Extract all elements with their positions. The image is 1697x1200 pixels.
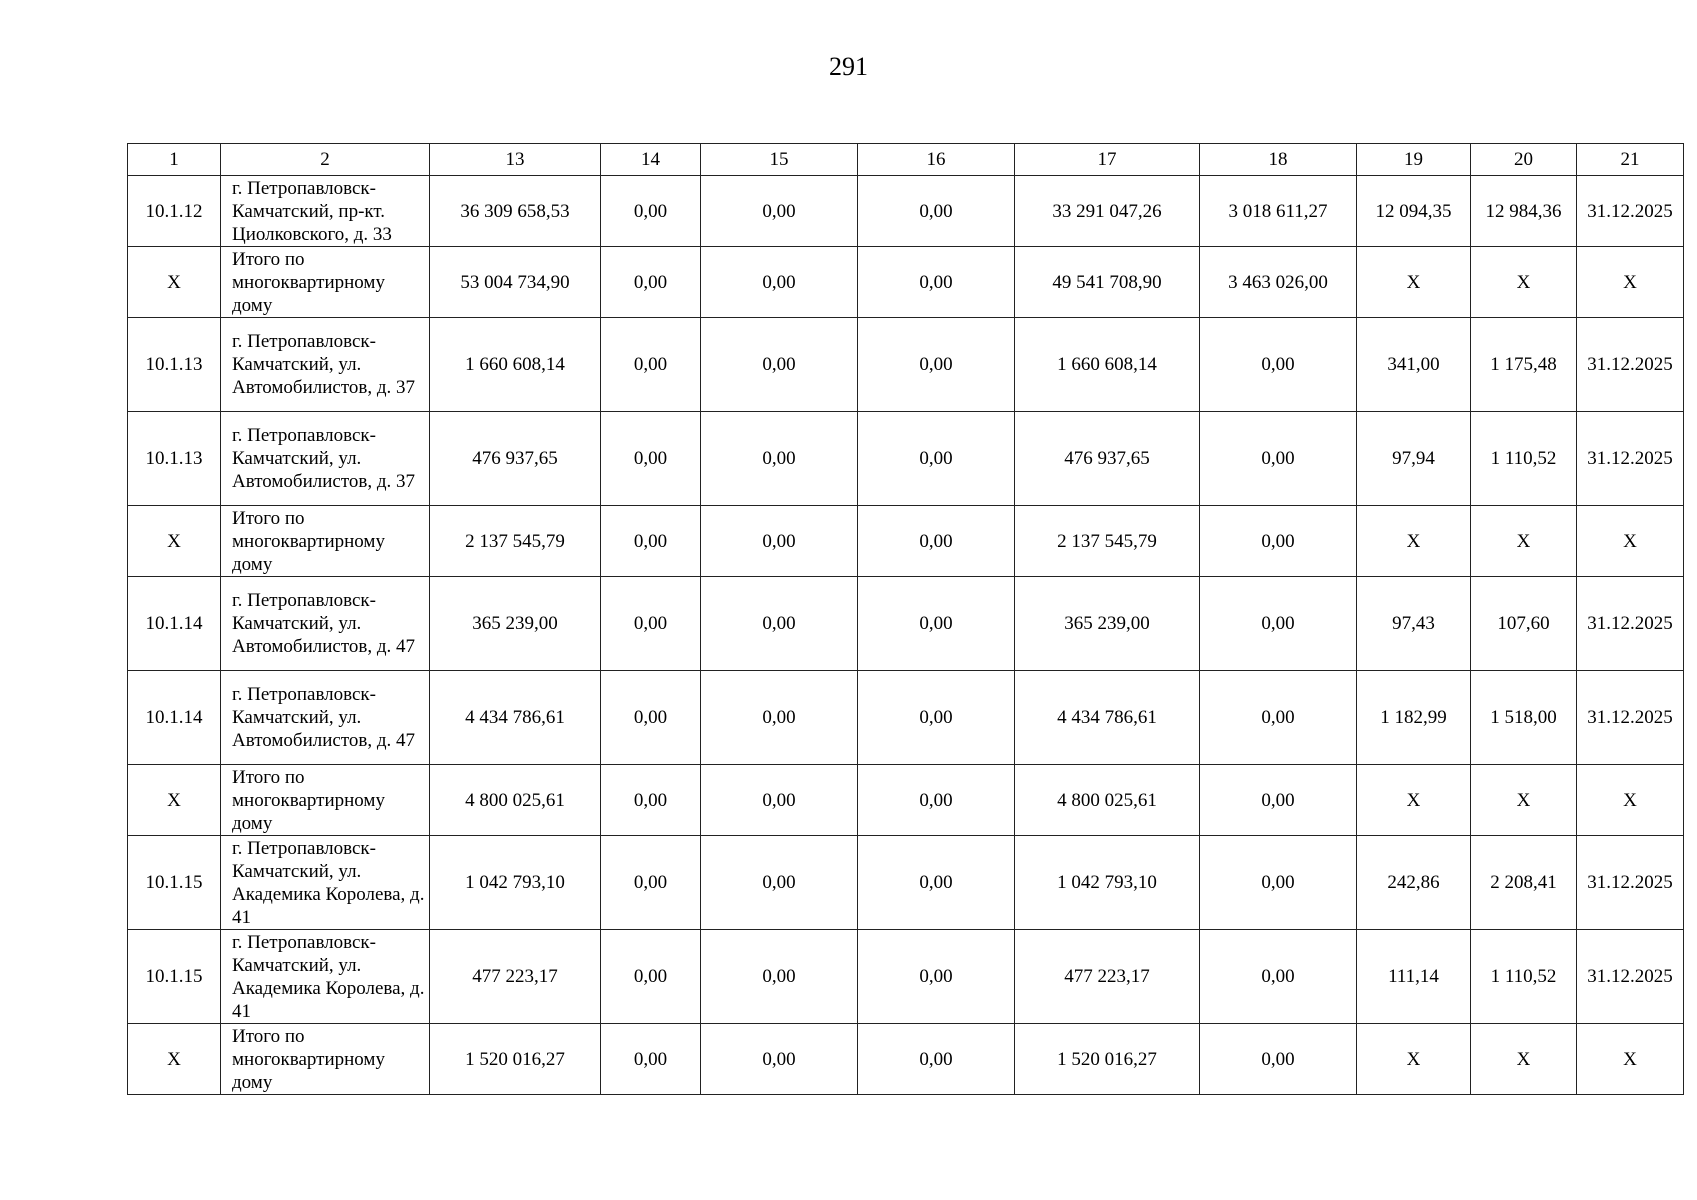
value-cell: 49 541 708,90 bbox=[1015, 247, 1200, 318]
address-cell: Итого по многоквартирному дому bbox=[221, 765, 430, 836]
row-number-cell: Х bbox=[128, 1024, 221, 1095]
row-number-cell: 10.1.15 bbox=[128, 836, 221, 930]
value-cell: 341,00 bbox=[1357, 318, 1471, 412]
value-cell: 0,00 bbox=[1200, 836, 1357, 930]
address-cell: Итого по многоквартирному дому bbox=[221, 247, 430, 318]
value-cell: 0,00 bbox=[601, 318, 701, 412]
value-cell: 3 018 611,27 bbox=[1200, 176, 1357, 247]
value-cell: 1 182,99 bbox=[1357, 671, 1471, 765]
table-row-total bbox=[128, 765, 1684, 836]
value-cell: 1 660 608,14 bbox=[1015, 318, 1200, 412]
value-cell: 0,00 bbox=[1200, 412, 1357, 506]
row-number-cell: Х bbox=[128, 765, 221, 836]
value-cell: 0,00 bbox=[858, 506, 1015, 577]
value-cell: 0,00 bbox=[601, 412, 701, 506]
value-cell: 1 110,52 bbox=[1471, 930, 1577, 1024]
value-cell: 0,00 bbox=[858, 1024, 1015, 1095]
value-cell: 0,00 bbox=[701, 930, 858, 1024]
value-cell: 0,00 bbox=[858, 765, 1015, 836]
value-cell: 0,00 bbox=[858, 176, 1015, 247]
value-cell: 4 800 025,61 bbox=[430, 765, 601, 836]
row-number-cell: 10.1.12 bbox=[128, 176, 221, 247]
row-number-cell: 10.1.14 bbox=[128, 671, 221, 765]
value-cell: 2 137 545,79 bbox=[430, 506, 601, 577]
value-cell: 0,00 bbox=[601, 671, 701, 765]
row-number-cell: 10.1.13 bbox=[128, 318, 221, 412]
value-cell: 476 937,65 bbox=[1015, 412, 1200, 506]
row-number-cell: 10.1.14 bbox=[128, 577, 221, 671]
address-cell: Итого по многоквартирному дому bbox=[221, 506, 430, 577]
value-cell: 1 520 016,27 bbox=[430, 1024, 601, 1095]
value-cell: 0,00 bbox=[858, 577, 1015, 671]
address-cell: г. Петропавловск-Камчатский, ул. Академика Королева, д. 41 bbox=[221, 930, 430, 1024]
value-cell: 0,00 bbox=[601, 247, 701, 318]
value-cell: 0,00 bbox=[858, 930, 1015, 1024]
value-cell: 0,00 bbox=[701, 671, 858, 765]
value-cell: 0,00 bbox=[858, 412, 1015, 506]
address-cell: г. Петропавловск-Камчатский, ул. Автомобилистов, д. 47 bbox=[221, 671, 430, 765]
value-cell: 0,00 bbox=[701, 1024, 858, 1095]
table-row bbox=[128, 318, 1684, 412]
value-cell: 0,00 bbox=[701, 247, 858, 318]
value-cell: 1 520 016,27 bbox=[1015, 1024, 1200, 1095]
value-cell: 0,00 bbox=[601, 1024, 701, 1095]
value-cell: Х bbox=[1357, 765, 1471, 836]
value-cell: 0,00 bbox=[701, 577, 858, 671]
table-row bbox=[128, 930, 1684, 1024]
table-row bbox=[128, 671, 1684, 765]
value-cell: 4 434 786,61 bbox=[1015, 671, 1200, 765]
value-cell: 1 660 608,14 bbox=[430, 318, 601, 412]
value-cell: 4 434 786,61 bbox=[430, 671, 601, 765]
value-cell: 33 291 047,26 bbox=[1015, 176, 1200, 247]
table-row-total bbox=[128, 1024, 1684, 1095]
column-header: 13 bbox=[430, 144, 601, 176]
date-cell: Х bbox=[1577, 506, 1684, 577]
value-cell: 0,00 bbox=[858, 247, 1015, 318]
column-header: 15 bbox=[701, 144, 858, 176]
value-cell: 1 042 793,10 bbox=[1015, 836, 1200, 930]
value-cell: 0,00 bbox=[701, 765, 858, 836]
value-cell: 477 223,17 bbox=[430, 930, 601, 1024]
row-number-cell: 10.1.13 bbox=[128, 412, 221, 506]
value-cell: 2 208,41 bbox=[1471, 836, 1577, 930]
value-cell: 476 937,65 bbox=[430, 412, 601, 506]
value-cell: 0,00 bbox=[858, 318, 1015, 412]
value-cell: 365 239,00 bbox=[1015, 577, 1200, 671]
row-number-cell: Х bbox=[128, 247, 221, 318]
page-number: 291 bbox=[829, 52, 868, 81]
date-cell: 31.12.2025 bbox=[1577, 412, 1684, 506]
value-cell: 111,14 bbox=[1357, 930, 1471, 1024]
value-cell: 2 137 545,79 bbox=[1015, 506, 1200, 577]
value-cell: 12 984,36 bbox=[1471, 176, 1577, 247]
table-row bbox=[128, 577, 1684, 671]
value-cell: 97,43 bbox=[1357, 577, 1471, 671]
value-cell: 0,00 bbox=[1200, 765, 1357, 836]
row-number-cell: Х bbox=[128, 506, 221, 577]
value-cell: 0,00 bbox=[858, 836, 1015, 930]
value-cell: 0,00 bbox=[601, 836, 701, 930]
value-cell: 12 094,35 bbox=[1357, 176, 1471, 247]
value-cell: 0,00 bbox=[701, 506, 858, 577]
value-cell: 1 110,52 bbox=[1471, 412, 1577, 506]
table-row-total bbox=[128, 247, 1684, 318]
column-header: 19 bbox=[1357, 144, 1471, 176]
column-header: 2 bbox=[221, 144, 430, 176]
value-cell: 365 239,00 bbox=[430, 577, 601, 671]
value-cell: 0,00 bbox=[1200, 577, 1357, 671]
address-cell: г. Петропавловск-Камчатский, пр-кт. Циолковского, д. 33 bbox=[221, 176, 430, 247]
value-cell: 1 175,48 bbox=[1471, 318, 1577, 412]
value-cell: 0,00 bbox=[1200, 1024, 1357, 1095]
value-cell: 0,00 bbox=[601, 176, 701, 247]
value-cell: Х bbox=[1471, 506, 1577, 577]
address-cell: г. Петропавловск-Камчатский, ул. Автомобилистов, д. 37 bbox=[221, 318, 430, 412]
value-cell: 0,00 bbox=[601, 506, 701, 577]
value-cell: 0,00 bbox=[701, 836, 858, 930]
table-row bbox=[128, 176, 1684, 247]
value-cell: 107,60 bbox=[1471, 577, 1577, 671]
value-cell: 0,00 bbox=[601, 930, 701, 1024]
date-cell: 31.12.2025 bbox=[1577, 318, 1684, 412]
value-cell: 3 463 026,00 bbox=[1200, 247, 1357, 318]
address-cell: г. Петропавловск-Камчатский, ул. Автомобилистов, д. 37 bbox=[221, 412, 430, 506]
column-header: 1 bbox=[128, 144, 221, 176]
value-cell: 0,00 bbox=[701, 176, 858, 247]
value-cell: 0,00 bbox=[601, 765, 701, 836]
table-row-total bbox=[128, 506, 1684, 577]
date-cell: 31.12.2025 bbox=[1577, 930, 1684, 1024]
column-header: 14 bbox=[601, 144, 701, 176]
table-row bbox=[128, 836, 1684, 930]
value-cell: 53 004 734,90 bbox=[430, 247, 601, 318]
value-cell: 0,00 bbox=[601, 577, 701, 671]
date-cell: Х bbox=[1577, 1024, 1684, 1095]
date-cell: 31.12.2025 bbox=[1577, 176, 1684, 247]
value-cell: Х bbox=[1471, 1024, 1577, 1095]
value-cell: 0,00 bbox=[1200, 671, 1357, 765]
value-cell: Х bbox=[1357, 247, 1471, 318]
date-cell: Х bbox=[1577, 247, 1684, 318]
value-cell: 0,00 bbox=[701, 412, 858, 506]
value-cell: 0,00 bbox=[1200, 930, 1357, 1024]
value-cell: 1 518,00 bbox=[1471, 671, 1577, 765]
date-cell: Х bbox=[1577, 765, 1684, 836]
value-cell: 0,00 bbox=[1200, 506, 1357, 577]
value-cell: 0,00 bbox=[858, 671, 1015, 765]
value-cell: Х bbox=[1471, 247, 1577, 318]
date-cell: 31.12.2025 bbox=[1577, 671, 1684, 765]
value-cell: 4 800 025,61 bbox=[1015, 765, 1200, 836]
address-cell: г. Петропавловск-Камчатский, ул. Академика Королева, д. 41 bbox=[221, 836, 430, 930]
data-table bbox=[127, 143, 1684, 1095]
column-number-row bbox=[128, 144, 1684, 176]
column-header: 20 bbox=[1471, 144, 1577, 176]
value-cell: Х bbox=[1471, 765, 1577, 836]
address-cell: Итого по многоквартирному дому bbox=[221, 1024, 430, 1095]
value-cell: 242,86 bbox=[1357, 836, 1471, 930]
value-cell: 1 042 793,10 bbox=[430, 836, 601, 930]
column-header: 18 bbox=[1200, 144, 1357, 176]
date-cell: 31.12.2025 bbox=[1577, 836, 1684, 930]
value-cell: Х bbox=[1357, 1024, 1471, 1095]
date-cell: 31.12.2025 bbox=[1577, 577, 1684, 671]
value-cell: 97,94 bbox=[1357, 412, 1471, 506]
row-number-cell: 10.1.15 bbox=[128, 930, 221, 1024]
column-header: 16 bbox=[858, 144, 1015, 176]
address-cell: г. Петропавловск-Камчатский, ул. Автомобилистов, д. 47 bbox=[221, 577, 430, 671]
column-header: 21 bbox=[1577, 144, 1684, 176]
value-cell: 477 223,17 bbox=[1015, 930, 1200, 1024]
value-cell: 0,00 bbox=[1200, 318, 1357, 412]
table-row bbox=[128, 412, 1684, 506]
value-cell: 36 309 658,53 bbox=[430, 176, 601, 247]
column-header: 17 bbox=[1015, 144, 1200, 176]
value-cell: 0,00 bbox=[701, 318, 858, 412]
value-cell: Х bbox=[1357, 506, 1471, 577]
